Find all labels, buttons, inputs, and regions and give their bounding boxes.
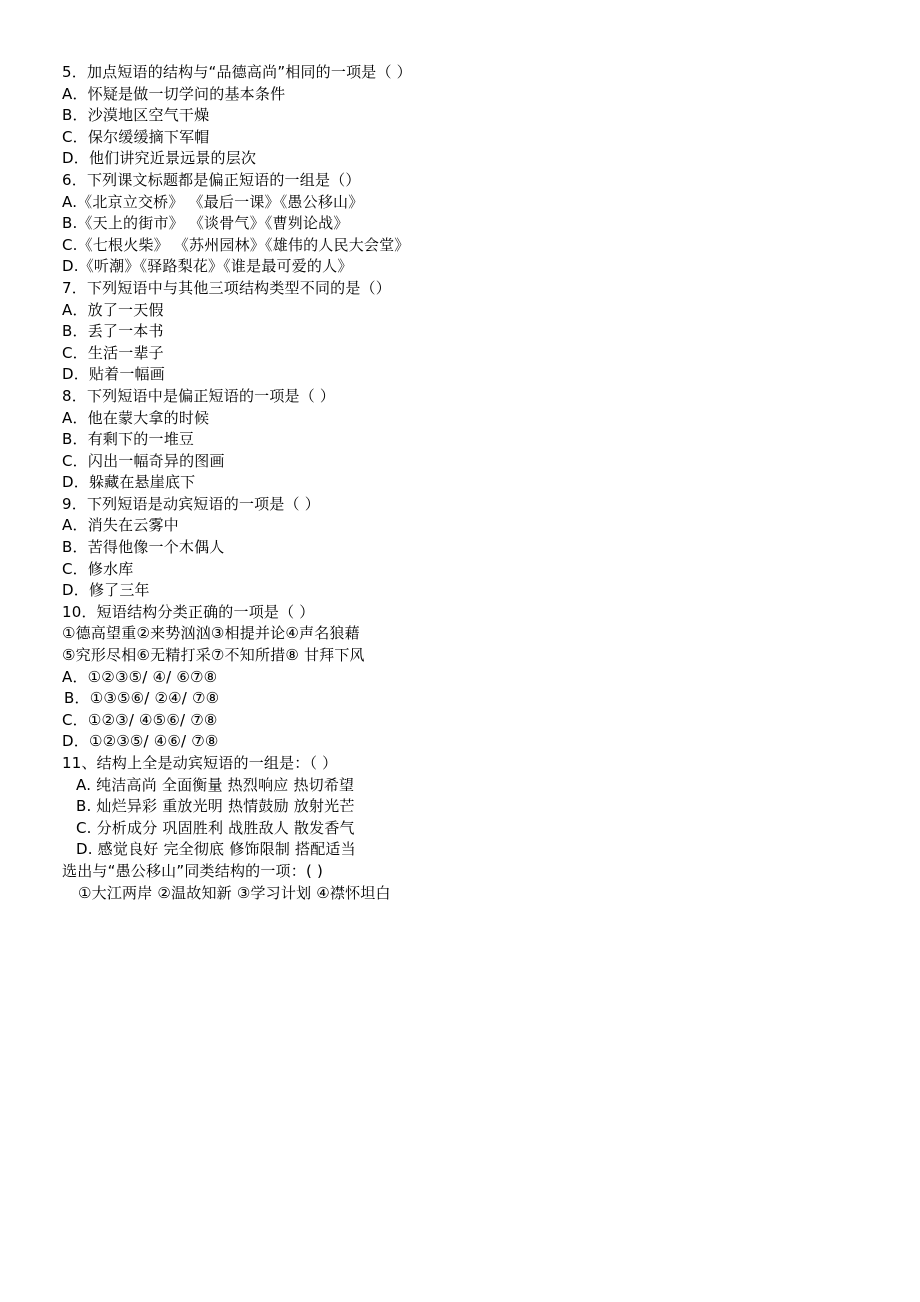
question-12-stem: 选出与“愚公移山”同类结构的一项：( ) — [62, 861, 324, 880]
question-10-stem: 10．短语结构分类正确的一项是（ ） — [62, 602, 315, 621]
question-6-option-d: D.《听潮》《驿路梨花》《谁是最可爱的人》 — [62, 257, 353, 276]
question-7-option-c: C．生活一辈子 — [62, 343, 164, 362]
question-6-stem: 6．下列课文标题都是偏正短语的一组是（） — [62, 170, 361, 189]
question-10-items-2: ⑤究形尽相⑥无精打采⑦不知所措⑧ 甘拜下风 — [62, 646, 365, 665]
question-5-option-d: D．他们讲究近景远景的层次 — [62, 149, 257, 168]
question-11-option-a: A. 纯洁高尚 全面衡量 热烈响应 热切希望 — [76, 775, 355, 794]
question-11-option-c: C. 分析成分 巩固胜利 战胜敌人 散发香气 — [76, 818, 355, 837]
question-7-option-a: A．放了一天假 — [62, 300, 164, 319]
question-5-option-a: A．怀疑是做一切学问的基本条件 — [62, 84, 286, 103]
question-11-option-b: B. 灿烂异彩 重放光明 热情鼓励 放射光芒 — [76, 797, 355, 816]
question-9-option-c: C．修水库 — [62, 559, 134, 578]
question-7-stem: 7．下列短语中与其他三项结构类型不同的是（） — [62, 278, 391, 297]
question-10-option-d: D．①②③⑤/ ④⑥/ ⑦⑧ — [62, 732, 219, 751]
question-6-option-a: A.《北京立交桥》 《最后一课》《愚公移山》 — [62, 192, 364, 211]
question-10-option-c: C．①②③/ ④⑤⑥/ ⑦⑧ — [62, 710, 218, 729]
question-8-stem: 8．下列短语中是偏正短语的一项是（ ） — [62, 386, 336, 405]
question-5-option-c: C．保尔缓缓摘下军帽 — [62, 127, 210, 146]
question-10-option-a: A．①②③⑤/ ④/ ⑥⑦⑧ — [62, 667, 218, 686]
question-10-option-b: B．①③⑤⑥/ ②④/ ⑦⑧ — [64, 689, 220, 708]
question-6-option-c: C.《七根火柴》 《苏州园林》《雄伟的人民大会堂》 — [62, 235, 410, 254]
document-content — [62, 62, 882, 904]
question-5-stem: 5．加点短语的结构与“品德高尚”相同的一项是（ ） — [62, 63, 412, 81]
question-11-stem: 11、结构上全是动宾短语的一组是：（ ） — [62, 754, 338, 772]
question-9-option-b: B．苦得他像一个木偶人 — [62, 538, 225, 557]
question-7-option-b: B．丢了一本书 — [62, 322, 164, 341]
question-8-option-c: C．闪出一幅奇异的图画 — [62, 451, 225, 470]
question-8-option-d: D．躲藏在悬崖底下 — [62, 473, 196, 492]
question-10-items-1: ①德高望重②来势汹汹③相提并论④声名狼藉 — [62, 624, 360, 643]
question-6-option-b: B.《天上的街市》 《谈骨气》《曹刿论战》 — [62, 214, 349, 233]
question-9-option-d: D．修了三年 — [62, 581, 150, 600]
question-9-option-a: A．消失在云雾中 — [62, 516, 179, 535]
question-8-option-a: A．他在蒙大拿的时候 — [62, 408, 210, 427]
question-8-option-b: B．有剩下的一堆豆 — [62, 430, 195, 449]
question-11-option-d: D. 感觉良好 完全彻底 修饰限制 搭配适当 — [76, 840, 356, 859]
question-12-options: ①大江两岸 ②温故知新 ③学习计划 ④襟怀坦白 — [78, 883, 391, 902]
question-9-stem: 9．下列短语是动宾短语的一项是（ ） — [62, 494, 320, 513]
question-7-option-d: D．贴着一幅画 — [62, 365, 165, 384]
question-5-option-b: B．沙漠地区空气干燥 — [62, 106, 210, 125]
